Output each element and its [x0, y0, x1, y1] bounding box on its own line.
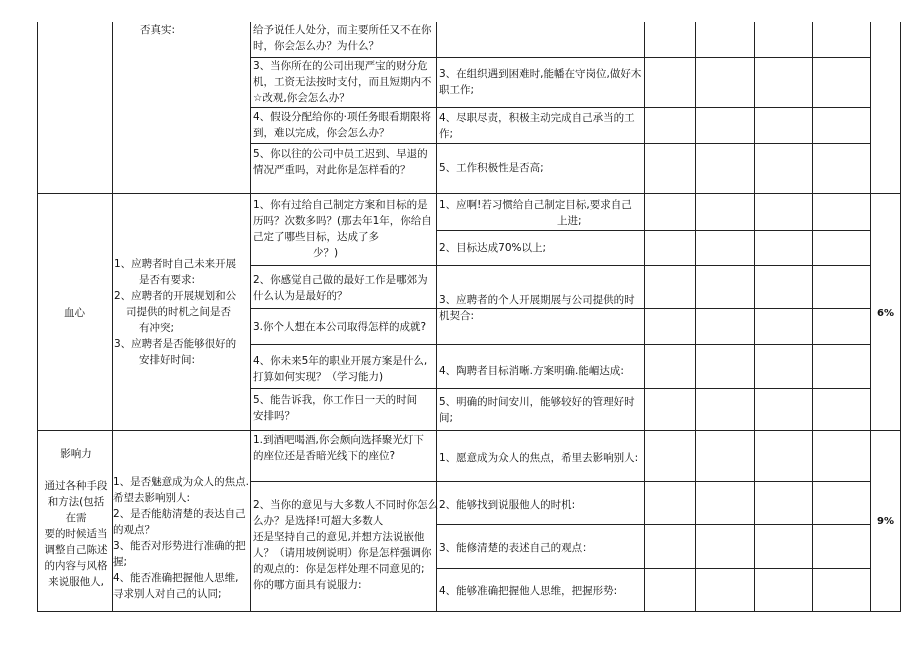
table-line: [870, 22, 871, 612]
table-border-left: [37, 22, 38, 612]
question-cell: 4、假设分配给你的·项任务眼看期限将 到，难以完成，你会怎么办？: [253, 111, 432, 139]
table-line: [37, 193, 900, 194]
question-cell: 5、能告诉我，你工作日一天的时间 安排吗？: [253, 394, 418, 422]
table-border-right: [900, 22, 901, 612]
table-line: [436, 230, 870, 231]
criteria-cell: 4、陶聘者目标消晰.方案明确.能嵋达成:: [439, 365, 624, 377]
table-line: [436, 524, 870, 525]
table-line: [250, 143, 870, 144]
criteria-cell: 4、能够准确把握他人思维，把握形势:: [439, 585, 618, 597]
table-line: [250, 481, 870, 482]
criteria-cell: 5、明确的时间安川，能够较好的管理好时 间;: [439, 396, 635, 424]
question-cell: 2、当你的意见与大多数人不同时你怎么 么办？是选择!可超大多数人 还是坚持自己的意见,并想方法说嵌他 人？（请用坡例说明）你是怎样强调你 的观点的：你是怎样处理不同意见的; 你的哪方面具有说服力:: [253, 499, 439, 591]
question-cell: 1、你有过给自己制定方案和目标的是 历吗？次数多吗？(那去年1年，你给自 己定了哪些目标，达成了多 少？): [253, 199, 432, 259]
table-line: [250, 265, 870, 266]
table-line: [250, 388, 870, 389]
criteria-cell: 3、在组织遇到困难时,能幡在守岗位,做好木 职工作;: [439, 68, 642, 96]
criteria-cell: 3、能修清楚的表述自己的观点：: [439, 542, 593, 554]
weight-value: 6%: [877, 308, 894, 319]
question-cell: 1.到酒吧喝酒,你会颇向选择聚光灯下 的座位还是香暗光线下的座位?: [253, 434, 424, 462]
table-line: [436, 568, 870, 569]
category-label-influence: 影响力 通过各种手段 和方法(包括 在需 要的时候适当 调整自己陈述 的内容与风格 来说服他人,: [44, 448, 108, 588]
criteria-cell: 4、尽职尽责，积极主动完成自己承当的工 作;: [439, 112, 635, 140]
table-line: [250, 107, 870, 108]
criteria-cell: 3、应聘者的个人开展期展与公司提供的时 机契合:: [439, 294, 635, 322]
question-cell: 3.你个人想在本公司取得怎样的成就?: [253, 321, 427, 333]
evaluation-points: 1、是否魅意成为众人的焦点. 希望去影响别人: 2、是否能舫清楚的表达自己 的观点？ 3、能否对形势进行准确的把 握; 4、能否准确把握他人思维, 寻求别人对自己的认同;: [113, 476, 250, 600]
category-label-ambition: 血心: [64, 307, 85, 319]
table-line: [250, 22, 251, 612]
question-cell: 4、你未来5年的职业开展方案是什么, 打算如何实现？（学习能力): [253, 355, 428, 383]
question-cell: 给予说任人处分，而主要所任又不在你 时，你会怎么办？为什么？: [253, 24, 432, 52]
category-cell-top: 否真实:: [140, 24, 176, 36]
evaluation-points: 1、应聘者时自己未来开展 是否有要求: 2、应聘者的开展规划和公 司提供的时机之间是否 有冲突; 3、应聘者是否能够很好的 安排好时间:: [114, 258, 237, 366]
criteria-cell: 1、应啊!若习惯给自己制定目标,要求自己 上进;: [439, 199, 632, 227]
question-cell: 3、当你所在的公司出现严宝的财分危 机，工资无法按时支付，而且短期内不 ☆改观,你会怎么办？: [253, 60, 432, 104]
table-border-bottom: [37, 611, 900, 612]
table-line: [250, 344, 870, 345]
criteria-cell: 5、工作积极性是否高;: [439, 162, 544, 174]
criteria-cell: 2、能够找到说服他人的时机:: [439, 499, 576, 511]
criteria-cell: 2、目标达成70%以上;: [439, 242, 547, 254]
question-cell: 2、你感觉自己做的最好工作是哪郊为 什么认为是最好的？: [253, 274, 428, 302]
question-cell: 5、你以往的公司中员工迟到、早退的 情况严重吗，对此你是怎样看的？: [253, 148, 428, 176]
table-line: [37, 430, 900, 431]
criteria-cell: 1、愿意成为众人的焦点，希里去影响别人:: [439, 452, 639, 464]
weight-value: 9%: [877, 516, 894, 527]
